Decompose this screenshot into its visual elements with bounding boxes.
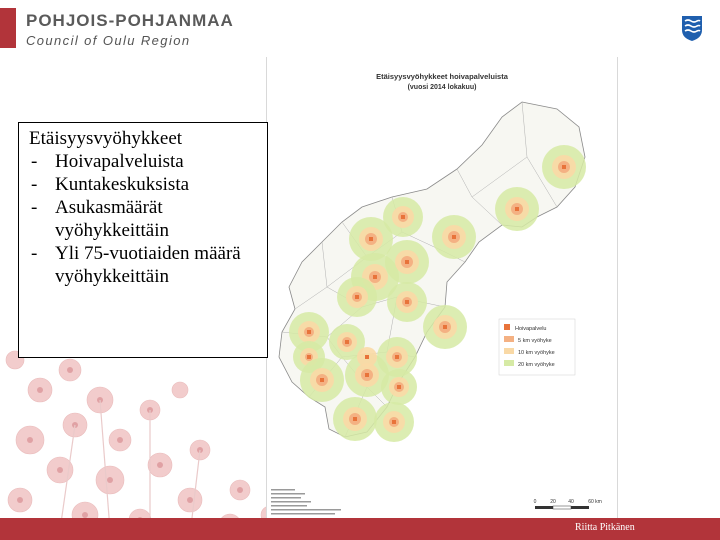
coat-of-arms-icon <box>680 14 704 42</box>
scale-tick-40: 40 <box>568 499 574 505</box>
legend-swatch-5km <box>504 336 514 342</box>
list-item: - Asukasmäärät vyöhykkeittäin <box>29 196 267 242</box>
map-panel <box>266 57 618 519</box>
topic-heading: Etäisyysvyöhykkeet <box>29 128 183 149</box>
legend-swatch-10km <box>504 348 514 354</box>
footer-author: Riitta Pitkänen <box>575 522 635 533</box>
scale-tick-20: 20 <box>550 499 556 505</box>
list-item: - Yli 75-vuotiaiden määrä vyöhykkeittäin <box>29 242 267 288</box>
scale-bar <box>534 499 602 509</box>
legend-label-10km: 10 km vyöhyke <box>518 350 555 356</box>
topic-text-box <box>18 122 268 358</box>
org-name: POHJOIS-POHJANMAA <box>26 11 234 30</box>
legend-swatch-20km <box>504 360 514 366</box>
list-item: - Hoivapalveluista <box>29 150 267 173</box>
org-subtitle: Council of Oulu Region <box>26 33 191 48</box>
list-item: - Kuntakeskuksista <box>29 173 267 196</box>
scale-tick-60: 60 km <box>588 499 602 505</box>
legend-label-5km: 5 km vyöhyke <box>518 338 552 344</box>
map-legend <box>499 319 575 375</box>
legend-label-20km: 20 km vyöhyke <box>518 362 555 368</box>
header <box>0 0 720 56</box>
copyright-note <box>271 489 341 515</box>
map-title: Etäisyysvyöhykkeet hoivapalveluista <box>376 72 508 81</box>
legend-label-service: Hoivapalvelu <box>515 326 547 332</box>
topic-list <box>29 150 267 288</box>
brand-accent-bar <box>0 8 16 48</box>
map-subtitle: (vuosi 2014 lokakuu) <box>407 84 477 91</box>
distance-zone-map <box>267 57 617 519</box>
scale-tick-0: 0 <box>533 499 537 505</box>
footer-bar <box>0 518 720 540</box>
flower-decoration <box>0 330 300 540</box>
legend-swatch-service <box>504 324 510 330</box>
